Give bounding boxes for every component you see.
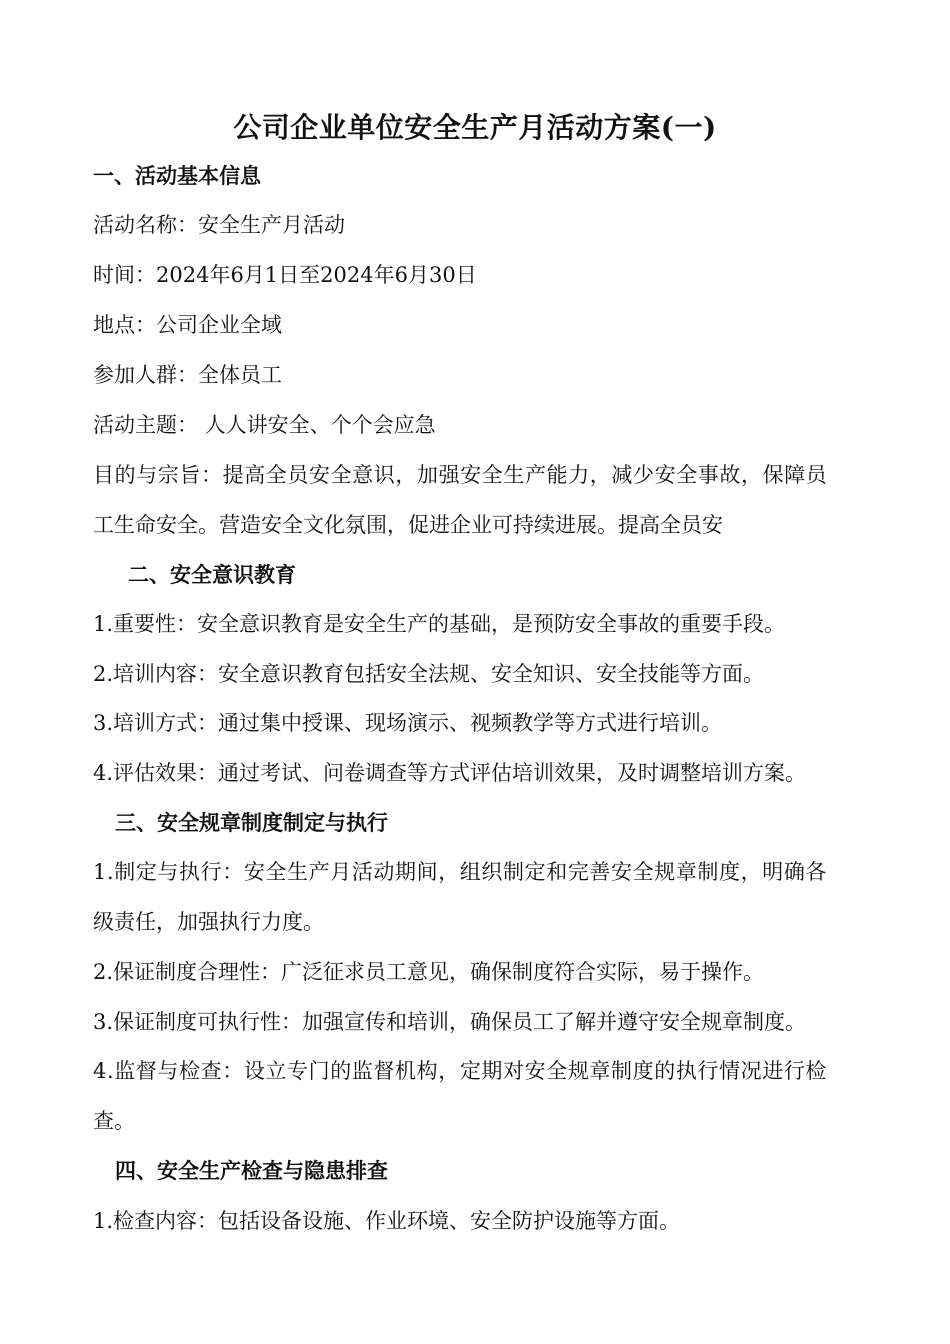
activity-name: 活动名称：安全生产月活动	[93, 213, 345, 237]
section3-heading: 三、安全规章制度制定与执行	[115, 810, 388, 835]
list-item: 3.保证制度可执行性：加强宣传和培训，确保员工了解并遵守安全规章制度。	[93, 1010, 807, 1034]
list-item-continuation: 查。	[93, 1109, 135, 1133]
list-item: 4.监督与检查：设立专门的监督机构，定期对安全规章制度的执行情况进行检	[93, 1059, 828, 1083]
list-item: 1.检查内容：包括设备设施、作业环境、安全防护设施等方面。	[93, 1209, 681, 1233]
activity-purpose-line2: 工生命安全。营造安全文化氛围，促进企业可持续进展。提高全员安	[93, 513, 723, 537]
activity-time: 时间：2024年6月1日至2024年6月30日	[93, 263, 477, 287]
list-item: 1.重要性：安全意识教育是安全生产的基础，是预防安全事故的重要手段。	[93, 612, 786, 636]
list-item: 2.保证制度合理性：广泛征求员工意见，确保制度符合实际，易于操作。	[93, 960, 765, 984]
list-item-continuation: 级责任，加强执行力度。	[93, 910, 324, 934]
list-item: 1.制定与执行：安全生产月活动期间，组织制定和完善安全规章制度，明确各	[93, 860, 828, 884]
activity-place: 地点：公司企业全域	[93, 313, 282, 337]
section1-heading: 一、活动基本信息	[93, 163, 261, 188]
activity-participants: 参加人群：全体员工	[93, 363, 282, 387]
document-title: 公司企业单位安全生产月活动方案(一)	[233, 111, 717, 144]
list-item: 2.培训内容：安全意识教育包括安全法规、安全知识、安全技能等方面。	[93, 662, 765, 686]
list-item: 3.培训方式：通过集中授课、现场演示、视频教学等方式进行培训。	[93, 711, 723, 735]
activity-theme: 活动主题： 人人讲安全、个个会应急	[93, 413, 436, 437]
section4-heading: 四、安全生产检查与隐患排查	[115, 1158, 388, 1183]
activity-purpose-line1: 目的与宗旨：提高全员安全意识，加强安全生产能力，减少安全事故，保障员	[93, 463, 828, 487]
list-item: 4.评估效果：通过考试、问卷调查等方式评估培训效果，及时调整培训方案。	[93, 761, 807, 785]
section2-heading: 二、安全意识教育	[128, 562, 296, 587]
